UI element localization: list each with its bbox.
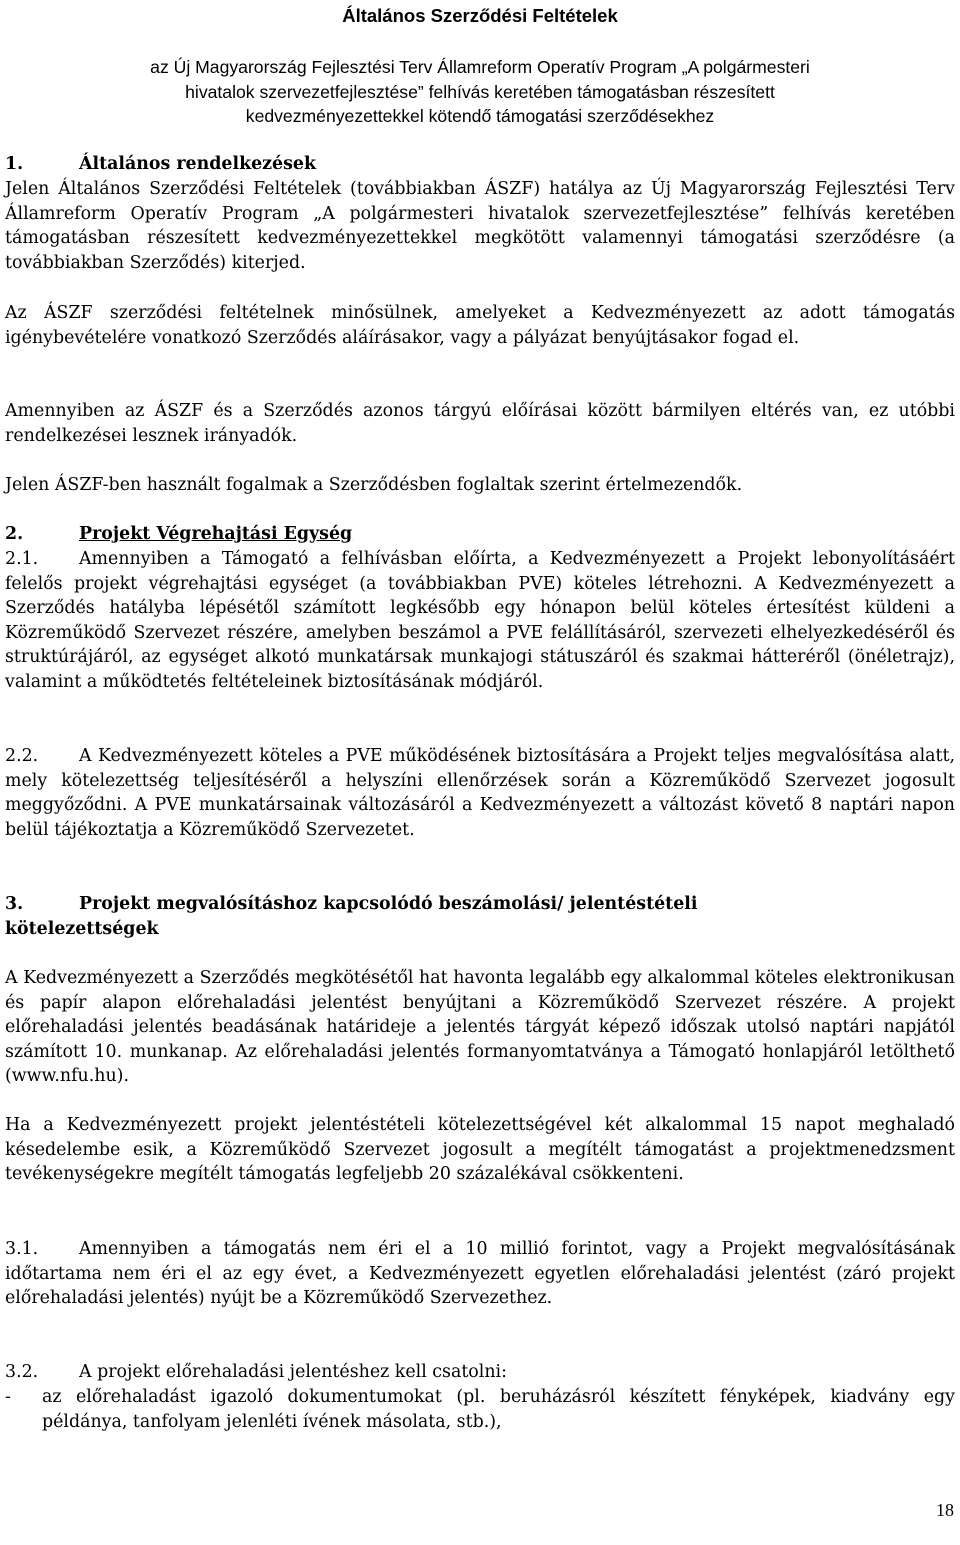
bullet-text: az előrehaladást igazoló dokumentumokat (pl. beruházásról készített fényképek, kiadvány egy példánya, tanfolyam jelenléti ívének másolata, stb.), bbox=[42, 1387, 955, 1432]
section-title: Projekt Végrehajtási Egység bbox=[79, 524, 353, 544]
section3-paragraph: A Kedvezményezett a Szerződés megkötésétől hat havonta legalább egy alkalommal köteles elektronikusan és papír alapon előrehaladási jelentést benyújtani a Közreműködő Szervezet részére. A projekt előrehaladási jelentés beadásának határideje a jelentés tárgyát képező időszak utolsó naptári napjától számított 10. munkanap. Az előrehaladási jelentés formanyomtatványa a Támogató honlapjáról letölthető (www.nfu.hu). bbox=[5, 968, 955, 1087]
subsection-3-1 bbox=[5, 1237, 955, 1311]
bullet-list-item bbox=[5, 1385, 955, 1434]
subsection-number: 3.2. bbox=[5, 1362, 39, 1382]
section-number: 1. bbox=[5, 154, 24, 174]
document-subtitle bbox=[5, 55, 955, 129]
section2-heading bbox=[5, 522, 955, 547]
section-title: Projekt megvalósításhoz kapcsolódó beszámolási/ jelentéstételi bbox=[79, 894, 698, 914]
section-number: 2. bbox=[5, 524, 24, 544]
section1-paragraph: Az ÁSZF szerződési feltételnek minősülnek, amelyeket a Kedvezményezett az adott támogatás igénybevételére vonatkozó Szerződés aláírásakor, vagy a pályázat benyújtásakor fogad el. bbox=[5, 303, 955, 348]
subsection-text: Amennyiben a Támogató a felhívásban előírta, a Kedvezményezett a Projekt lebonyolításáért felelős projekt végrehajtási egységet (a továbbiakban PVE) köteles létrehozni. A Kedvezményezett a Szerződés hatályba lépésétől számított legkésőbb egy hónapon belül köteles értesítést küldeni a Közreműködő Szervezet részére, amelyben beszámol a PVE felállításáról, szervezeti elhelyezkedéséről és struktúrájáról, az egységet alkotó munkatársak munkajogi státuszáról és szakmai hátteréről (önéletrajz), valamint a működtetés feltételeinek biztosításának módjáról. bbox=[5, 549, 955, 692]
subsection-number: 2.1. bbox=[5, 549, 39, 569]
subsection-text: A projekt előrehaladási jelentéshez kell csatolni: bbox=[79, 1362, 507, 1382]
page-number: 18 bbox=[936, 1500, 954, 1520]
section3-heading bbox=[5, 892, 955, 941]
subsection-number: 3.1. bbox=[5, 1239, 39, 1259]
section-number: 3. bbox=[5, 894, 24, 914]
subsection-3-2 bbox=[5, 1360, 955, 1385]
subtitle-line: az Új Magyarország Fejlesztési Terv Államreform Operatív Program „A polgármesteri bbox=[150, 57, 810, 77]
section3-paragraph: Ha a Kedvezményezett projekt jelentéstételi kötelezettségével két alkalommal 15 napot meghaladó késedelembe esik, a Közreműködő Szervezet jogosult a megítélt támogatást a projektmenedzsment tevékenységekre megítélt támogatás legfeljebb 20 százalékával csökkenteni. bbox=[5, 1115, 955, 1185]
subsection-2-2 bbox=[5, 744, 955, 842]
document-title: Általános Szerződési Feltételek bbox=[342, 5, 618, 26]
subsection-text: Amennyiben a támogatás nem éri el a 10 millió forintot, vagy a Projekt megvalósításának időtartama nem éri el az egy évet, a Kedvezményezett egyetlen előrehaladási jelentést (záró projekt előrehaladási jelentés) nyújt be a Közreműködő Szervezethez. bbox=[5, 1239, 955, 1309]
section1-paragraph: Jelen Általános Szerződési Feltételek (továbbiakban ÁSZF) hatálya az Új Magyarország Fejlesztési Terv Államreform Operatív Program „A polgármesteri hivatalok szervezetfejlesztése” felhívás keretében támogatásban részesített kedvezményezettekkel megkötött valamennyi támogatási szerződésre (a továbbiakban Szerződés) kiterjed. bbox=[5, 179, 955, 273]
subsection-2-1 bbox=[5, 547, 955, 695]
section1-heading bbox=[5, 152, 955, 177]
subsection-text: A Kedvezményezett köteles a PVE működésének biztosítására a Projekt teljes megvalósítása alatt, mely kötelezettség teljesítéséről a helyszíni ellenőrzések során a Közreműködő Szervezet jogosult meggyőződni. A PVE munkatársainak változásáról a Kedvezményezett a változást követő 8 naptári napon belül tájékoztatja a Közreműködő Szervezetet. bbox=[5, 746, 955, 840]
section-title: Általános rendelkezések bbox=[79, 154, 317, 174]
section1-paragraph: Jelen ÁSZF-ben használt fogalmak a Szerződésben foglaltak szerint értelmezendők. bbox=[5, 475, 743, 495]
subtitle-line: hivatalok szervezetfejlesztése” felhívás keretében támogatásban részesített bbox=[185, 81, 775, 102]
subtitle-line: kedvezményezettekkel kötendő támogatási szerződésekhez bbox=[245, 106, 715, 126]
section-title-continued: kötelezettségek bbox=[5, 918, 159, 939]
subsection-number: 2.2. bbox=[5, 746, 39, 766]
section1-paragraph: Amennyiben az ÁSZF és a Szerződés azonos tárgyú előírásai között bármilyen eltérés van, ez utóbbi rendelkezései lesznek irányadók. bbox=[5, 401, 955, 446]
bullet-marker: - bbox=[5, 1387, 11, 1407]
